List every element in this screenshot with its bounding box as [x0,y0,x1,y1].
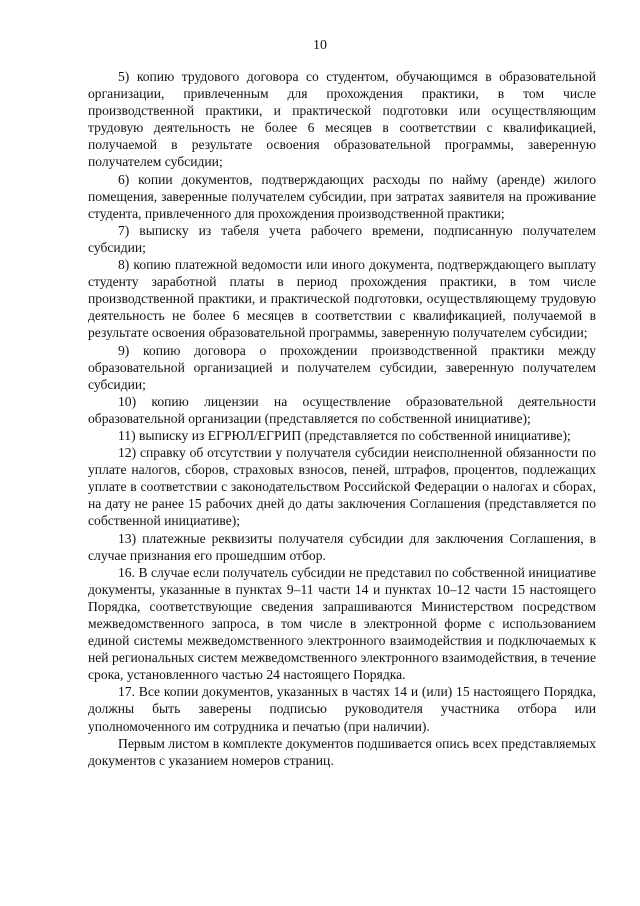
document-body [88,68,596,769]
page-number: 10 [313,38,327,53]
paragraph-item-13: 13) платежные реквизиты получателя субсидии для заключения Соглашения, в случае признания его прошедшим отбор. [88,530,596,563]
paragraph-closing: Первым листом в комплекте документов подшивается опись всех представляемых документов с указанием номеров страниц. [88,735,596,768]
paragraph-item-8: 8) копию платежной ведомости или иного документа, подтверждающего выплату студенту заработной платы в период прохождения практики, в том числе производственной практики, и практической подготовки, осуществляющему трудовую деятельность не более 6 месяцев в соответствии с квалификацией, получаемой в результате освоения образовательной программы, заверенную получателем субсидии; [88,257,596,341]
paragraph-item-6: 6) копии документов, подтверждающих расходы по найму (аренде) жилого помещения, заверенные получателем субсидии, при затратах заявителя на проживание студента, привлеченного для прохождения производственной практики; [88,171,596,221]
paragraph-item-12: 12) справку об отсутствии у получателя субсидии неисполненной обязанности по уплате налогов, сборов, страховых взносов, пеней, штрафов, процентов, подлежащих уплате в соответствии с законодательством Российской Федерации о налогах и сборах, на дату не ранее 15 рабочих дней до даты заключения Соглашения (представляется по собственной инициативе); [88,445,596,529]
paragraph-section-17: 17. Все копии документов, указанных в частях 14 и (или) 15 настоящего Порядка, должны быть заверены подписью руководителя участника отбора или уполномоченного им сотрудника и печатью (при наличии). [88,684,596,734]
paragraph-section-16: 16. В случае если получатель субсидии не представил по собственной инициативе документы, указанные в пунктах 9–11 части 14 и пунктах 10–12 части 15 настоящего Порядка, соответствующие сведения запрашиваются Министерством посредством межведомственного запроса, в том числе в электронной форме с использованием единой системы межведомственного электронного взаимодействия и подключаемых к ней региональных систем межведомственного электронного взаимодействия, в течение срока, установленного частью 24 настоящего Порядка. [88,564,596,683]
paragraph-item-5: 5) копию трудового договора со студентом, обучающимся в образовательной организации, привлеченным для прохождения практики, в том числе производственной практики, и практической подготовки или осуществляющим трудовую деятельность не более 6 месяцев в соответствии с квалификацией, получаемой в результате освоения образовательной программы, заверенную получателем субсидии; [88,69,596,170]
paragraph-item-10: 10) копию лицензии на осуществление образовательной деятельности образовательной организации (представляется по собственной инициативе); [88,393,596,426]
paragraph-item-9: 9) копию договора о прохождении производственной практики между образовательной организацией и получателем субсидии, заверенную получателем субсидии; [88,342,596,392]
paragraph-item-11: 11) выписку из ЕГРЮЛ/ЕГРИП (представляется по собственной инициативе); [118,427,571,443]
paragraph-item-7: 7) выписку из табеля учета рабочего времени, подписанную получателем субсидии; [88,222,596,255]
